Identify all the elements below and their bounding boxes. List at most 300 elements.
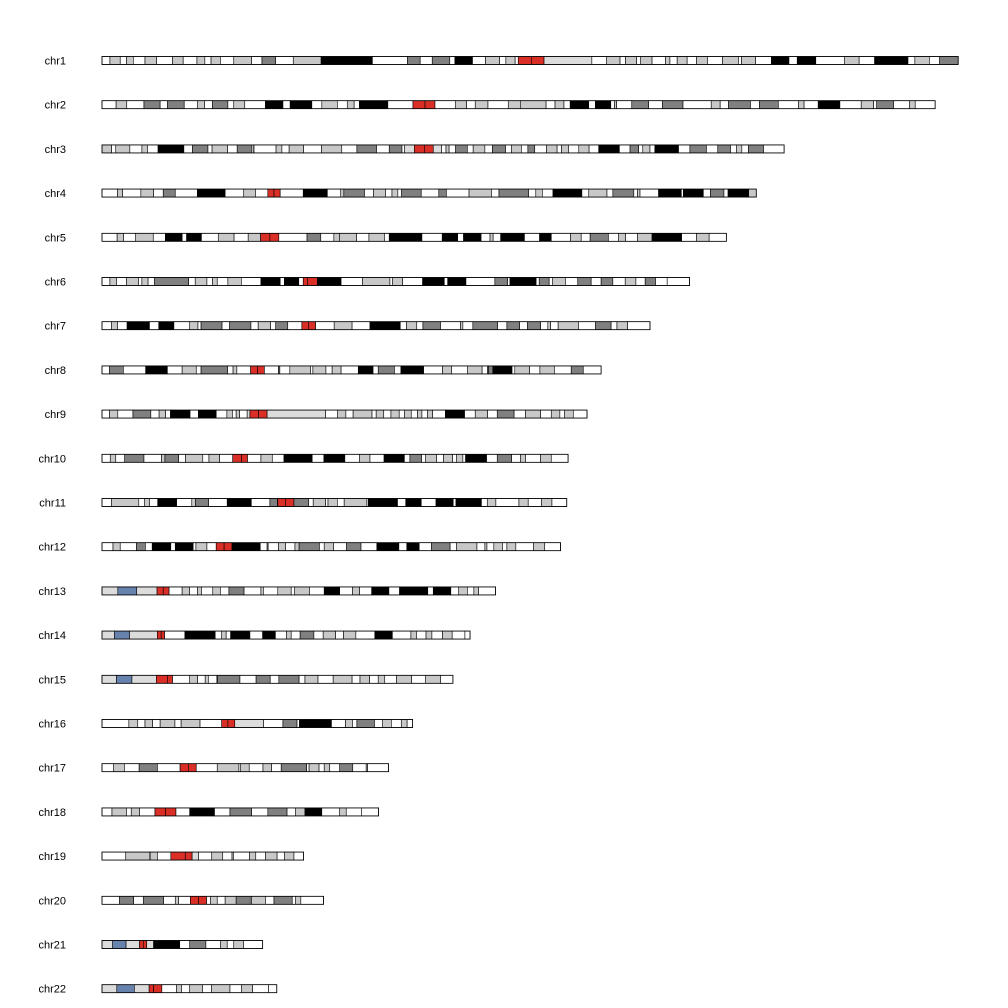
band-acen xyxy=(278,499,286,507)
band-gneg xyxy=(130,145,142,153)
band-gneg xyxy=(276,57,294,65)
band-gpos25 xyxy=(340,233,357,241)
band-gneg xyxy=(446,189,469,197)
band-gpos25 xyxy=(313,366,326,374)
band-gpos75 xyxy=(256,675,270,683)
band-gpos75 xyxy=(630,145,639,153)
band-gneg xyxy=(617,101,632,109)
band-gpos25 xyxy=(286,631,291,639)
band-gpos100 xyxy=(198,410,216,418)
band-acen xyxy=(270,233,279,241)
band-gpos100 xyxy=(265,101,283,109)
band-gneg xyxy=(117,322,127,330)
band-gneg xyxy=(175,720,181,728)
band-gneg xyxy=(217,896,225,904)
band-gpos100 xyxy=(197,189,225,197)
band-acen xyxy=(180,764,188,772)
band-gneg xyxy=(466,278,495,286)
band-gneg xyxy=(330,764,340,772)
band-gneg xyxy=(153,233,165,241)
band-gneg xyxy=(209,499,228,507)
band-gpos100 xyxy=(553,189,582,197)
band-gneg xyxy=(102,720,129,728)
band-gpos25 xyxy=(467,366,482,374)
band-acen xyxy=(268,189,274,197)
band-gpos25 xyxy=(444,454,453,462)
band-gneg xyxy=(636,278,645,286)
band-gneg xyxy=(437,454,444,462)
band-gpos75 xyxy=(307,233,321,241)
band-gpos75 xyxy=(300,631,314,639)
band-gneg xyxy=(488,101,508,109)
band-gpos25 xyxy=(749,189,757,197)
band-gpos25 xyxy=(555,101,564,109)
band-gneg xyxy=(411,410,417,418)
band-acen xyxy=(216,543,224,551)
band-gpos100 xyxy=(401,366,424,374)
band-gpos25 xyxy=(417,410,421,418)
band-gpos25 xyxy=(485,543,487,551)
band-gneg xyxy=(742,145,749,153)
band-gneg xyxy=(568,145,578,153)
band-gneg xyxy=(420,57,432,65)
band-gpos75 xyxy=(136,543,145,551)
band-gpos25 xyxy=(343,631,355,639)
band-gpos100 xyxy=(771,57,789,65)
band-gpos25 xyxy=(486,57,500,65)
chromosome-chr10 xyxy=(38,453,568,465)
band-gneg xyxy=(608,233,618,241)
band-gneg xyxy=(487,454,498,462)
band-gneg xyxy=(816,57,845,65)
band-gneg xyxy=(512,454,521,462)
chromosome-label: chr6 xyxy=(44,276,66,289)
band-gpos25 xyxy=(362,278,390,286)
band-gneg xyxy=(750,101,759,109)
band-gneg xyxy=(201,587,212,595)
band-gpos25 xyxy=(234,57,252,65)
band-gneg xyxy=(619,145,630,153)
band-gpos25 xyxy=(182,366,196,374)
band-gpos25 xyxy=(352,587,359,595)
band-gneg xyxy=(356,631,375,639)
band-gneg xyxy=(373,366,378,374)
band-gneg xyxy=(198,675,206,683)
band-gpos75 xyxy=(423,322,441,330)
band-gpos100 xyxy=(231,631,250,639)
band-gneg xyxy=(453,499,456,507)
band-gneg xyxy=(228,366,234,374)
band-gneg xyxy=(318,675,333,683)
band-gpos100 xyxy=(595,101,610,109)
band-gneg xyxy=(282,145,289,153)
band-gneg xyxy=(441,322,461,330)
band-gneg xyxy=(551,322,559,330)
band-gneg xyxy=(541,322,548,330)
band-gpos25 xyxy=(295,896,301,904)
band-gpos25 xyxy=(212,278,217,286)
band-gneg xyxy=(508,278,510,286)
band-gpos25 xyxy=(541,454,552,462)
band-gneg xyxy=(244,587,261,595)
band-gvar xyxy=(102,985,117,993)
band-gpos75 xyxy=(748,145,763,153)
band-gneg xyxy=(583,366,601,374)
band-gpos75 xyxy=(340,764,353,772)
band-gpos25 xyxy=(110,278,117,286)
band-gneg xyxy=(667,278,689,286)
band-gpos75 xyxy=(236,896,250,904)
chromosome-label: chr21 xyxy=(38,939,66,952)
band-gpos75 xyxy=(347,543,361,551)
band-gneg xyxy=(287,808,295,816)
band-gpos75 xyxy=(439,189,447,197)
band-gvar xyxy=(147,941,154,949)
band-gneg xyxy=(226,631,230,639)
band-gneg xyxy=(481,233,490,241)
band-gneg xyxy=(389,587,400,595)
band-gpos25 xyxy=(192,499,196,507)
band-gpos25 xyxy=(144,499,149,507)
band-gpos25 xyxy=(228,278,241,286)
band-gpos25 xyxy=(579,145,589,153)
band-gpos25 xyxy=(742,57,756,65)
band-acen xyxy=(167,675,172,683)
band-gneg xyxy=(620,57,626,65)
band-gpos25 xyxy=(520,101,546,109)
band-gpos75 xyxy=(262,57,276,65)
band-gpos25 xyxy=(234,941,244,949)
band-gpos75 xyxy=(613,189,634,197)
band-gneg xyxy=(589,145,599,153)
band-gneg xyxy=(157,57,173,65)
band-gpos75 xyxy=(499,189,529,197)
band-acen xyxy=(161,631,164,639)
band-gpos25 xyxy=(197,57,205,65)
band-acen xyxy=(518,57,531,65)
band-gneg xyxy=(175,189,197,197)
band-acen xyxy=(188,764,196,772)
band-gpos25 xyxy=(369,233,384,241)
band-gneg xyxy=(280,366,290,374)
band-gpos100 xyxy=(284,454,312,462)
band-acen xyxy=(309,322,316,330)
chromosome-chr7 xyxy=(45,321,650,333)
chromosome-chr20 xyxy=(38,895,323,907)
band-gneg xyxy=(265,896,274,904)
band-gneg xyxy=(123,189,141,197)
band-gneg xyxy=(102,499,112,507)
band-gneg xyxy=(346,808,361,816)
band-gpos100 xyxy=(340,57,372,65)
band-gneg xyxy=(275,631,286,639)
band-acen xyxy=(222,720,228,728)
band-gneg xyxy=(516,543,534,551)
band-gpos25 xyxy=(565,410,574,418)
band-acen xyxy=(149,985,153,993)
band-gpos25 xyxy=(373,189,385,197)
band-acen xyxy=(531,57,544,65)
band-gpos75 xyxy=(139,764,157,772)
band-gpos75 xyxy=(645,278,655,286)
chromosome-label: chr17 xyxy=(38,762,66,775)
band-gneg xyxy=(297,720,299,728)
band-gneg xyxy=(524,233,539,241)
band-gpos25 xyxy=(227,410,233,418)
band-gpos100 xyxy=(501,233,525,241)
band-gpos25 xyxy=(240,764,249,772)
band-acen xyxy=(166,808,176,816)
band-gneg xyxy=(102,896,120,904)
band-gpos25 xyxy=(102,145,112,153)
band-gpos25 xyxy=(723,57,739,65)
band-gpos25 xyxy=(469,189,491,197)
band-gpos25 xyxy=(324,764,330,772)
band-gneg xyxy=(102,233,117,241)
band-gneg xyxy=(165,631,185,639)
band-gneg xyxy=(683,101,711,109)
band-gpos75 xyxy=(578,278,591,286)
band-gneg xyxy=(346,410,353,418)
chromosome-chr12 xyxy=(38,542,560,554)
band-gpos25 xyxy=(324,543,333,551)
band-gneg xyxy=(485,145,493,153)
band-gneg xyxy=(319,543,324,551)
band-gneg xyxy=(225,189,244,197)
band-gneg xyxy=(361,543,377,551)
band-gneg xyxy=(650,145,655,153)
band-gneg xyxy=(326,366,332,374)
band-gneg xyxy=(573,410,587,418)
band-gneg xyxy=(196,366,201,374)
band-gneg xyxy=(291,587,294,595)
band-gpos25 xyxy=(220,941,227,949)
band-gneg xyxy=(251,499,270,507)
band-gvar xyxy=(404,145,414,153)
band-gneg xyxy=(352,322,370,330)
band-gneg xyxy=(147,145,158,153)
band-gneg xyxy=(160,101,167,109)
band-gpos25 xyxy=(643,145,650,153)
band-gneg xyxy=(433,410,446,418)
band-gpos75 xyxy=(281,764,306,772)
band-gneg xyxy=(557,145,561,153)
band-gpos75 xyxy=(230,322,251,330)
band-gneg xyxy=(223,852,232,860)
band-gneg xyxy=(309,587,324,595)
band-gneg xyxy=(331,720,345,728)
band-gpos100 xyxy=(442,233,457,241)
band-acen xyxy=(185,852,192,860)
band-gneg xyxy=(215,631,222,639)
band-acen xyxy=(140,941,144,949)
band-acen xyxy=(224,543,232,551)
band-gneg xyxy=(316,322,335,330)
band-gneg xyxy=(334,543,347,551)
band-gneg xyxy=(491,189,499,197)
band-gpos25 xyxy=(278,543,285,551)
band-gpos25 xyxy=(677,57,687,65)
band-gpos25 xyxy=(212,852,223,860)
band-gpos75 xyxy=(407,57,420,65)
band-gneg xyxy=(227,941,234,949)
band-gvar xyxy=(433,145,441,153)
band-gpos75 xyxy=(357,720,375,728)
band-gneg xyxy=(126,808,131,816)
band-gvar xyxy=(192,852,199,860)
band-gpos75 xyxy=(167,101,184,109)
band-gneg xyxy=(206,941,220,949)
band-gpos75 xyxy=(690,145,707,153)
band-gneg xyxy=(176,808,190,816)
band-gpos75 xyxy=(389,145,402,153)
band-gneg xyxy=(232,410,236,418)
band-gneg xyxy=(148,278,154,286)
band-gpos100 xyxy=(464,233,482,241)
band-gneg xyxy=(153,720,161,728)
band-gneg xyxy=(656,278,668,286)
band-gvar xyxy=(102,631,114,639)
band-gpos25 xyxy=(519,499,528,507)
band-gneg xyxy=(521,145,528,153)
band-gvar xyxy=(132,675,156,683)
band-gpos100 xyxy=(797,57,816,65)
band-gpos25 xyxy=(638,189,640,197)
band-gneg xyxy=(174,322,190,330)
band-acen xyxy=(157,587,163,595)
band-gneg xyxy=(116,454,125,462)
band-gpos25 xyxy=(696,57,707,65)
band-acen xyxy=(251,366,258,374)
band-gneg xyxy=(196,764,217,772)
band-gneg xyxy=(467,145,473,153)
band-gneg xyxy=(184,101,197,109)
band-gpos25 xyxy=(293,57,321,65)
band-gneg xyxy=(314,631,323,639)
chromosome-chr6 xyxy=(45,277,690,289)
band-gpos25 xyxy=(321,145,341,153)
band-gneg xyxy=(512,366,515,374)
band-gpos25 xyxy=(114,764,125,772)
band-gneg xyxy=(341,366,358,374)
band-gpos25 xyxy=(116,145,130,153)
band-gpos25 xyxy=(261,587,263,595)
band-gpos25 xyxy=(540,366,554,374)
band-gneg xyxy=(248,454,261,462)
band-gneg xyxy=(157,764,180,772)
band-gpos75 xyxy=(230,808,252,816)
band-gpos25 xyxy=(915,57,929,65)
band-gneg xyxy=(551,454,568,462)
band-gneg xyxy=(465,410,476,418)
chromosome-label: chr7 xyxy=(44,320,66,333)
band-gneg xyxy=(327,189,340,197)
chromosome-label: chr18 xyxy=(38,806,66,819)
band-gneg xyxy=(421,499,436,507)
band-gpos75 xyxy=(237,145,252,153)
band-gpos25 xyxy=(340,808,347,816)
band-gpos75 xyxy=(432,57,450,65)
band-gpos75 xyxy=(110,366,124,374)
band-gneg xyxy=(222,322,230,330)
band-gneg xyxy=(244,941,263,949)
band-acen xyxy=(171,852,185,860)
band-gpos25 xyxy=(211,57,220,65)
band-gneg xyxy=(149,499,157,507)
band-gpos25 xyxy=(589,189,607,197)
band-gpos100 xyxy=(655,145,679,153)
band-gneg xyxy=(400,322,406,330)
band-gneg xyxy=(102,278,110,286)
band-gneg xyxy=(530,366,540,374)
band-gneg xyxy=(487,543,494,551)
band-gneg xyxy=(102,189,117,197)
band-gneg xyxy=(477,543,485,551)
band-gpos25 xyxy=(181,720,200,728)
band-acen xyxy=(190,896,198,904)
band-gneg xyxy=(626,233,638,241)
band-gneg xyxy=(269,985,277,993)
band-gneg xyxy=(149,322,158,330)
band-gneg xyxy=(549,278,552,286)
band-gneg xyxy=(481,499,487,507)
band-gpos25 xyxy=(341,189,344,197)
band-gneg xyxy=(640,189,659,197)
band-gneg xyxy=(738,57,741,65)
band-gneg xyxy=(102,366,110,374)
band-gpos25 xyxy=(175,896,178,904)
band-gneg xyxy=(720,101,728,109)
band-gneg xyxy=(245,101,266,109)
band-gneg xyxy=(679,145,690,153)
band-gneg xyxy=(336,631,344,639)
band-gneg xyxy=(565,278,577,286)
band-gpos75 xyxy=(344,189,365,197)
band-gneg xyxy=(228,101,234,109)
band-gpos25 xyxy=(126,57,133,65)
band-gpos25 xyxy=(446,145,449,153)
band-gpos75 xyxy=(539,278,549,286)
band-gpos75 xyxy=(410,454,422,462)
band-gpos100 xyxy=(372,587,389,595)
band-gpos25 xyxy=(159,410,166,418)
band-gneg xyxy=(894,101,910,109)
band-gpos25 xyxy=(141,189,154,197)
band-gpos25 xyxy=(487,499,496,507)
band-gpos75 xyxy=(165,454,179,462)
band-gneg xyxy=(493,233,501,241)
band-gneg xyxy=(687,57,696,65)
band-gneg xyxy=(162,985,177,993)
band-gpos25 xyxy=(295,808,305,816)
band-gpos25 xyxy=(508,101,520,109)
band-gneg xyxy=(166,410,171,418)
band-gneg xyxy=(589,101,596,109)
band-gpos75 xyxy=(279,675,299,683)
band-gneg xyxy=(326,499,328,507)
band-gneg xyxy=(670,57,677,65)
band-gpos25 xyxy=(218,233,234,241)
band-gpos25 xyxy=(290,366,311,374)
band-gneg xyxy=(312,101,322,109)
band-gpos25 xyxy=(113,543,120,551)
band-gpos75 xyxy=(601,278,613,286)
band-acen xyxy=(259,410,268,418)
band-gneg xyxy=(167,366,182,374)
band-acen xyxy=(233,454,242,462)
band-gvar xyxy=(137,587,157,595)
band-gpos25 xyxy=(328,499,337,507)
